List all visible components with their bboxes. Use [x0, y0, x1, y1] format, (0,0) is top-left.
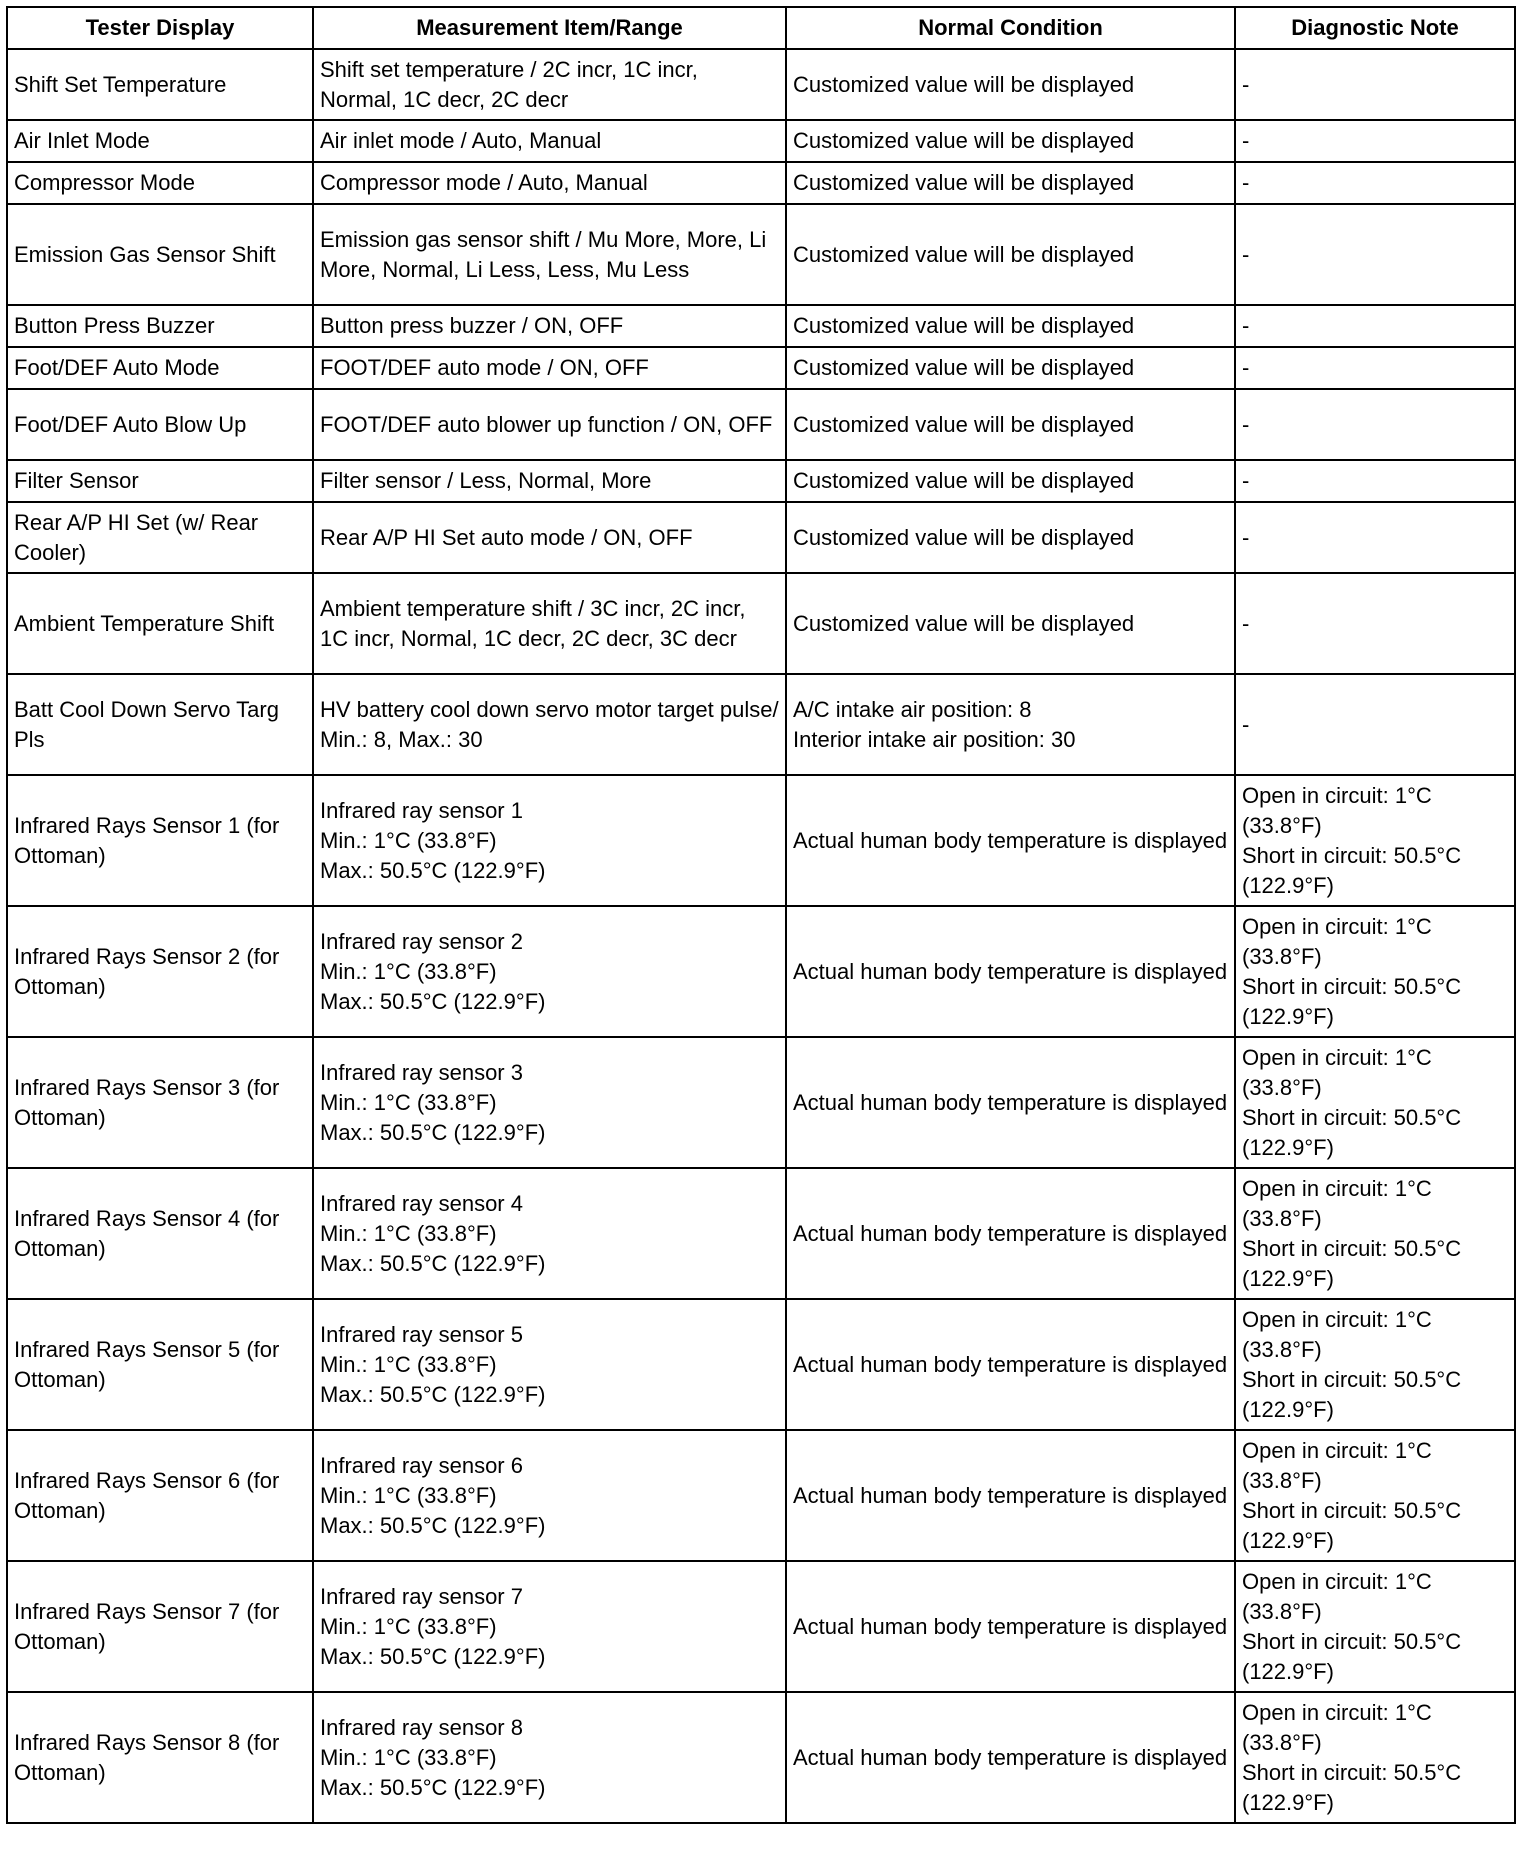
cell-tester-display: Infrared Rays Sensor 4 (for Ottoman) [7, 1168, 313, 1299]
cell-normal-condition: Customized value will be displayed [786, 305, 1235, 347]
cell-measurement: Filter sensor / Less, Normal, More [313, 460, 786, 502]
cell-diagnostic-note: Open in circuit: 1°C (33.8°F) Short in circuit: 50.5°C (122.9°F) [1235, 1299, 1515, 1430]
table-row [7, 502, 1515, 573]
table-row [7, 1299, 1515, 1430]
table-row [7, 1430, 1515, 1561]
cell-normal-condition: Customized value will be displayed [786, 120, 1235, 162]
cell-tester-display: Rear A/P HI Set (w/ Rear Cooler) [7, 502, 313, 573]
cell-normal-condition: Customized value will be displayed [786, 49, 1235, 120]
cell-tester-display: Button Press Buzzer [7, 305, 313, 347]
cell-tester-display: Shift Set Temperature [7, 49, 313, 120]
cell-diagnostic-note: - [1235, 120, 1515, 162]
cell-normal-condition: Actual human body temperature is displayed [786, 1692, 1235, 1823]
table-row [7, 389, 1515, 460]
table-row [7, 674, 1515, 775]
cell-normal-condition: Actual human body temperature is displayed [786, 1168, 1235, 1299]
table-row [7, 1692, 1515, 1823]
table-header-row [7, 7, 1515, 49]
cell-normal-condition: Customized value will be displayed [786, 162, 1235, 204]
cell-measurement: Infrared ray sensor 8 Min.: 1°C (33.8°F) Max.: 50.5°C (122.9°F) [313, 1692, 786, 1823]
table-row [7, 162, 1515, 204]
table-row [7, 573, 1515, 674]
cell-normal-condition: Customized value will be displayed [786, 347, 1235, 389]
table-row [7, 305, 1515, 347]
cell-measurement: HV battery cool down servo motor target pulse/ Min.: 8, Max.: 30 [313, 674, 786, 775]
header-measurement-item: Measurement Item/Range [313, 7, 786, 49]
cell-normal-condition: Actual human body temperature is displayed [786, 1430, 1235, 1561]
cell-tester-display: Emission Gas Sensor Shift [7, 204, 313, 305]
header-diagnostic-note: Diagnostic Note [1235, 7, 1515, 49]
table-row [7, 460, 1515, 502]
cell-tester-display: Ambient Temperature Shift [7, 573, 313, 674]
table-row [7, 120, 1515, 162]
table-row [7, 1561, 1515, 1692]
cell-normal-condition: Actual human body temperature is displayed [786, 906, 1235, 1037]
cell-diagnostic-note: Open in circuit: 1°C (33.8°F) Short in circuit: 50.5°C (122.9°F) [1235, 1561, 1515, 1692]
cell-measurement: Infrared ray sensor 5 Min.: 1°C (33.8°F) Max.: 50.5°C (122.9°F) [313, 1299, 786, 1430]
cell-tester-display: Foot/DEF Auto Blow Up [7, 389, 313, 460]
cell-measurement: Shift set temperature / 2C incr, 1C incr, Normal, 1C decr, 2C decr [313, 49, 786, 120]
cell-diagnostic-note: - [1235, 305, 1515, 347]
cell-diagnostic-note: Open in circuit: 1°C (33.8°F) Short in circuit: 50.5°C (122.9°F) [1235, 906, 1515, 1037]
cell-tester-display: Infrared Rays Sensor 3 (for Ottoman) [7, 1037, 313, 1168]
table-row [7, 49, 1515, 120]
cell-measurement: Infrared ray sensor 2 Min.: 1°C (33.8°F) Max.: 50.5°C (122.9°F) [313, 906, 786, 1037]
cell-measurement: Infrared ray sensor 4 Min.: 1°C (33.8°F) Max.: 50.5°C (122.9°F) [313, 1168, 786, 1299]
data-table [6, 6, 1516, 1824]
cell-diagnostic-note: - [1235, 347, 1515, 389]
cell-measurement: Button press buzzer / ON, OFF [313, 305, 786, 347]
header-tester-display: Tester Display [7, 7, 313, 49]
cell-normal-condition: Customized value will be displayed [786, 502, 1235, 573]
cell-tester-display: Infrared Rays Sensor 7 (for Ottoman) [7, 1561, 313, 1692]
cell-measurement: Infrared ray sensor 7 Min.: 1°C (33.8°F) Max.: 50.5°C (122.9°F) [313, 1561, 786, 1692]
cell-normal-condition: Customized value will be displayed [786, 389, 1235, 460]
cell-diagnostic-note: - [1235, 502, 1515, 573]
cell-measurement: FOOT/DEF auto blower up function / ON, OFF [313, 389, 786, 460]
cell-diagnostic-note: - [1235, 204, 1515, 305]
cell-normal-condition: Actual human body temperature is displayed [786, 1561, 1235, 1692]
cell-normal-condition: Customized value will be displayed [786, 573, 1235, 674]
cell-diagnostic-note: Open in circuit: 1°C (33.8°F) Short in circuit: 50.5°C (122.9°F) [1235, 1430, 1515, 1561]
cell-normal-condition: Actual human body temperature is displayed [786, 775, 1235, 906]
table-row [7, 1037, 1515, 1168]
cell-diagnostic-note: - [1235, 573, 1515, 674]
cell-measurement: Compressor mode / Auto, Manual [313, 162, 786, 204]
cell-measurement: Emission gas sensor shift / Mu More, More, Li More, Normal, Li Less, Less, Mu Less [313, 204, 786, 305]
table-row [7, 204, 1515, 305]
cell-diagnostic-note: Open in circuit: 1°C (33.8°F) Short in circuit: 50.5°C (122.9°F) [1235, 1168, 1515, 1299]
cell-diagnostic-note: Open in circuit: 1°C (33.8°F) Short in circuit: 50.5°C (122.9°F) [1235, 1037, 1515, 1168]
table-row [7, 775, 1515, 906]
table-row [7, 347, 1515, 389]
cell-normal-condition: Actual human body temperature is displayed [786, 1299, 1235, 1430]
cell-diagnostic-note: - [1235, 49, 1515, 120]
cell-tester-display: Infrared Rays Sensor 1 (for Ottoman) [7, 775, 313, 906]
cell-normal-condition: Customized value will be displayed [786, 204, 1235, 305]
cell-tester-display: Infrared Rays Sensor 6 (for Ottoman) [7, 1430, 313, 1561]
cell-tester-display: Infrared Rays Sensor 2 (for Ottoman) [7, 906, 313, 1037]
cell-tester-display: Infrared Rays Sensor 8 (for Ottoman) [7, 1692, 313, 1823]
cell-diagnostic-note: - [1235, 389, 1515, 460]
cell-measurement: Rear A/P HI Set auto mode / ON, OFF [313, 502, 786, 573]
cell-diagnostic-note: Open in circuit: 1°C (33.8°F) Short in circuit: 50.5°C (122.9°F) [1235, 775, 1515, 906]
table-row [7, 1168, 1515, 1299]
cell-tester-display: Batt Cool Down Servo Targ Pls [7, 674, 313, 775]
cell-measurement: Ambient temperature shift / 3C incr, 2C incr, 1C incr, Normal, 1C decr, 2C decr, 3C decr [313, 573, 786, 674]
cell-measurement: Infrared ray sensor 1 Min.: 1°C (33.8°F) Max.: 50.5°C (122.9°F) [313, 775, 786, 906]
cell-tester-display: Foot/DEF Auto Mode [7, 347, 313, 389]
cell-normal-condition: Customized value will be displayed [786, 460, 1235, 502]
cell-measurement: Infrared ray sensor 6 Min.: 1°C (33.8°F) Max.: 50.5°C (122.9°F) [313, 1430, 786, 1561]
cell-diagnostic-note: - [1235, 460, 1515, 502]
cell-tester-display: Air Inlet Mode [7, 120, 313, 162]
cell-tester-display: Filter Sensor [7, 460, 313, 502]
cell-diagnostic-note: - [1235, 674, 1515, 775]
cell-diagnostic-note: Open in circuit: 1°C (33.8°F) Short in circuit: 50.5°C (122.9°F) [1235, 1692, 1515, 1823]
cell-measurement: FOOT/DEF auto mode / ON, OFF [313, 347, 786, 389]
cell-measurement: Infrared ray sensor 3 Min.: 1°C (33.8°F) Max.: 50.5°C (122.9°F) [313, 1037, 786, 1168]
cell-normal-condition: A/C intake air position: 8 Interior intake air position: 30 [786, 674, 1235, 775]
cell-tester-display: Infrared Rays Sensor 5 (for Ottoman) [7, 1299, 313, 1430]
cell-normal-condition: Actual human body temperature is displayed [786, 1037, 1235, 1168]
cell-diagnostic-note: - [1235, 162, 1515, 204]
cell-tester-display: Compressor Mode [7, 162, 313, 204]
header-normal-condition: Normal Condition [786, 7, 1235, 49]
cell-measurement: Air inlet mode / Auto, Manual [313, 120, 786, 162]
table-row [7, 906, 1515, 1037]
